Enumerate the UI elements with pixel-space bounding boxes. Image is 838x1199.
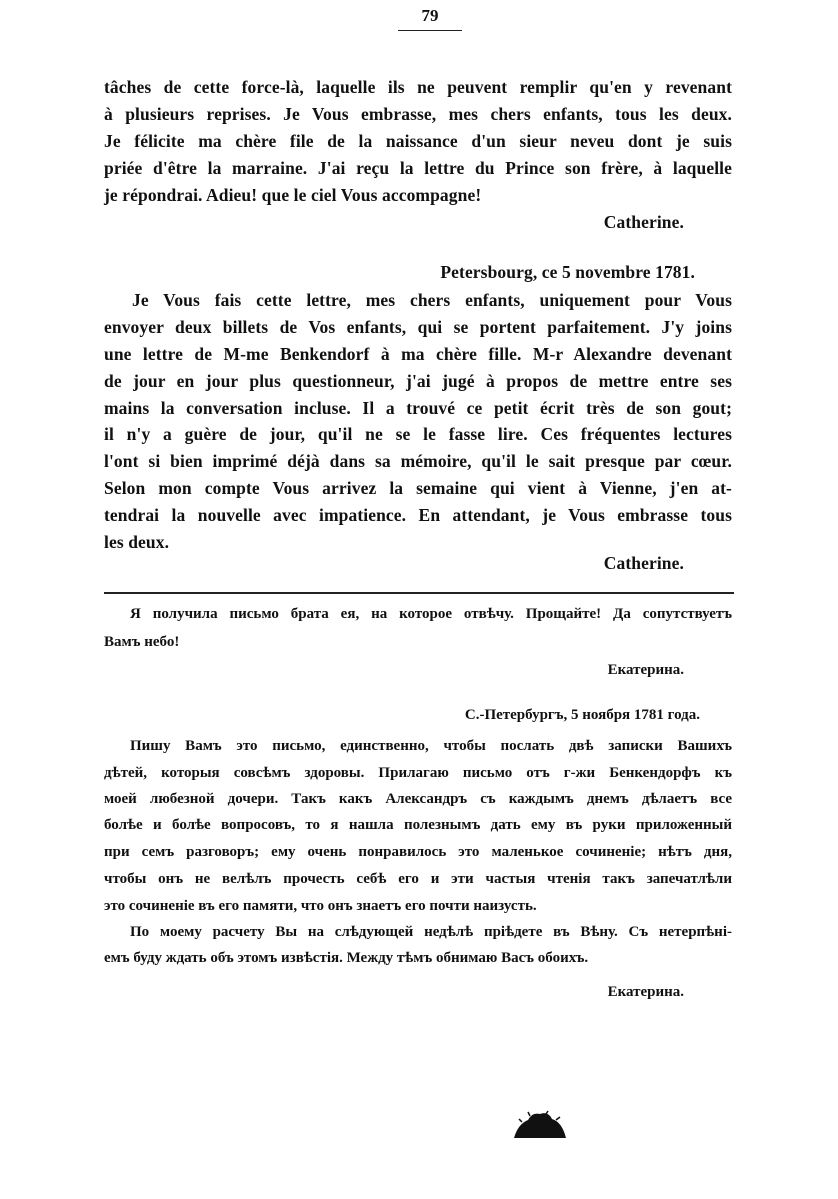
- text-line: Пишу Вамъ это письмо, единственно, чтобы послать двѣ записки Вашихъ: [130, 738, 732, 754]
- signature: Екатерина.: [607, 662, 684, 678]
- text-line: une lettre de M-me Benkendorf à ma chère fille. M-r Alexandre devenant: [104, 344, 732, 364]
- printer-ornament-icon: [512, 1110, 568, 1140]
- signature: Екатерина.: [607, 984, 684, 1000]
- text-line: Вамъ небо!: [104, 634, 180, 650]
- dateline: Petersbourg, ce 5 novembre 1781.: [440, 262, 695, 282]
- signature: Catherine.: [603, 212, 684, 232]
- text-line: при семъ разговоръ; ему очень понравилось это маленькое сочиненіе; нѣтъ дня,: [104, 844, 732, 860]
- text-line: tâches de cette force-là, laquelle ils ne peuvent remplir qu'en y revenant: [104, 77, 732, 97]
- dateline: С.-Петербургъ, 5 ноября 1781 года.: [464, 707, 700, 723]
- text-line: емъ буду ждать объ этомъ извѣстія. Между тѣмъ обнимаю Васъ обоихъ.: [104, 950, 589, 966]
- text-line: l'ont si bien imprimé déjà dans sa mémoire, qu'il le sait presque par cœur.: [104, 451, 732, 471]
- text-line: tendrai la nouvelle avec impatience. En attendant, je Vous embrasse tous: [104, 505, 732, 525]
- text-line: дѣтей, которыя совсѣмъ здоровы. Прилагаю письмо отъ г-жи Бенкендорфъ къ: [104, 765, 732, 781]
- text-line: чтобы онъ не велѣлъ прочесть себѣ его и эти частыя чтенія такъ запечатлѣли: [104, 871, 732, 887]
- page-number: 79: [421, 6, 439, 25]
- text-line: les deux.: [104, 532, 170, 552]
- signature: Catherine.: [603, 553, 684, 573]
- page-number-rule: [398, 30, 462, 31]
- text-line: à plusieurs reprises. Je Vous embrasse, mes chers enfants, tous les deux.: [104, 104, 732, 124]
- text-line: envoyer deux billets de Vos enfants, qui se portent parfaitement. J'y joins: [104, 317, 732, 337]
- text-line: это сочиненіе въ его памяти, что онъ знаетъ его почти наизусть.: [104, 898, 537, 914]
- text-line: По моему расчету Вы на слѣдующей недѣлѣ пріѣдете въ Вѣну. Съ нетерпѣні-: [130, 924, 732, 940]
- text-line: mains la conversation incluse. Il a trouvé ce petit écrit très de son gout;: [104, 398, 732, 418]
- section-divider: [104, 592, 734, 594]
- text-line: Selon mon compte Vous arrivez la semaine qui vient à Vienne, j'en at-: [104, 478, 732, 498]
- text-line: priée d'être la marraine. J'ai reçu la lettre du Prince son frère, à laquelle: [104, 158, 732, 178]
- text-line: il n'y a guère de jour, qu'il ne se le fasse lire. Ces fréquentes lectures: [104, 424, 732, 444]
- text-line: Я получила письмо брата ея, на которое отвѣчу. Прощайте! Да сопутствуетъ: [130, 606, 732, 622]
- text-line: Je Vous fais cette lettre, mes chers enfants, uniquement pour Vous: [132, 290, 732, 310]
- text-line: de jour en jour plus questionneur, j'ai jugé à propos de mettre entre ses: [104, 371, 732, 391]
- text-line: je répondrai. Adieu! que le ciel Vous accompagne!: [104, 185, 482, 205]
- text-line: моей любезной дочери. Такъ какъ Александръ съ каждымъ днемъ дѣлаетъ все: [104, 791, 732, 807]
- text-line: Je félicite ma chère file de la naissance d'un sieur neveu dont je suis: [104, 131, 732, 151]
- text-line: болѣе и болѣе вопросовъ, то я нашла полезнымъ дать ему въ руки приложенный: [104, 817, 732, 833]
